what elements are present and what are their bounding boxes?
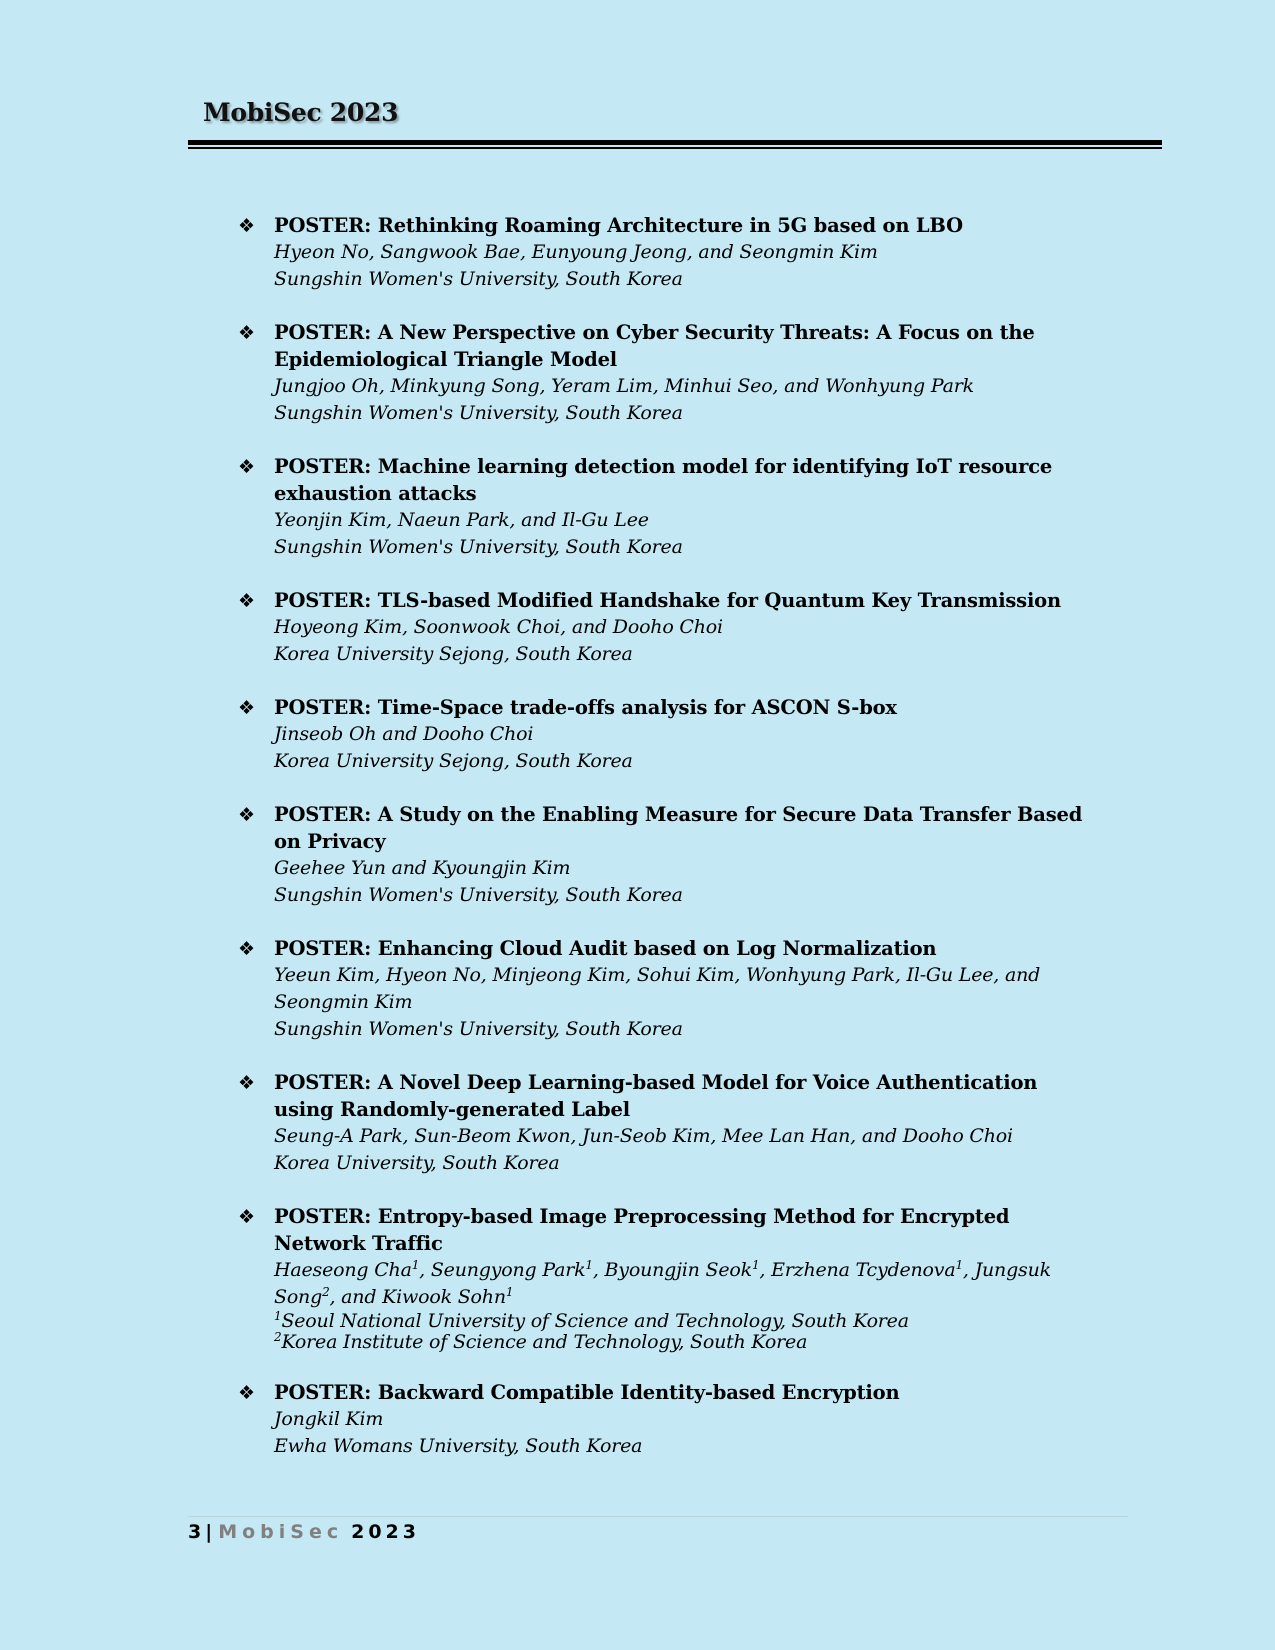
poster-authors: Jinseob Oh and Dooho Choi bbox=[274, 723, 534, 745]
poster-affiliation: Sungshin Women's University, South Korea bbox=[274, 536, 683, 558]
author-separator: , bbox=[419, 1259, 431, 1281]
poster-entry bbox=[238, 319, 1098, 427]
diamond-bullet-icon: ❖ bbox=[238, 322, 256, 344]
poster-authors: Jongkil Kim bbox=[274, 1408, 384, 1430]
author-name: Kiwook Sohn bbox=[382, 1286, 506, 1308]
author-separator: , bbox=[759, 1259, 772, 1281]
poster-affiliation: Sungshin Women's University, South Korea bbox=[274, 402, 683, 424]
footer-conference-name: MobiSec bbox=[218, 1521, 344, 1543]
poster-title: POSTER: Time-Space trade-offs analysis for ASCON S-box bbox=[274, 696, 897, 719]
page-footer bbox=[188, 1521, 420, 1543]
poster-authors: Geehee Yun and Kyoungjin Kim bbox=[274, 857, 571, 879]
poster-entry bbox=[238, 1203, 1098, 1353]
poster-entry bbox=[238, 453, 1098, 561]
author-separator: , and bbox=[329, 1286, 383, 1308]
poster-entry bbox=[238, 1069, 1098, 1177]
poster-entry bbox=[238, 1379, 1098, 1460]
poster-entry bbox=[238, 212, 1098, 293]
author-superscript: 2 bbox=[322, 1285, 330, 1299]
poster-authors: Hyeon No, Sangwook Bae, Eunyoung Jeong, and Seongmin Kim bbox=[274, 241, 878, 263]
poster-list bbox=[238, 212, 1098, 1486]
poster-title: POSTER: Enhancing Cloud Audit based on Log Normalization bbox=[274, 937, 937, 960]
poster-affiliation: Sungshin Women's University, South Korea bbox=[274, 884, 683, 906]
diamond-bullet-icon: ❖ bbox=[238, 1072, 256, 1094]
poster-affiliation bbox=[274, 1311, 1098, 1332]
poster-authors: Seung-A Park, Sun-Beom Kwon, Jun-Seob Kim, Mee Lan Han, and Dooho Choi bbox=[274, 1125, 1013, 1147]
diamond-bullet-icon: ❖ bbox=[238, 697, 256, 719]
diamond-bullet-icon: ❖ bbox=[238, 590, 256, 612]
poster-title: POSTER: TLS-based Modified Handshake for Quantum Key Transmission bbox=[274, 589, 1061, 612]
poster-title: POSTER: A New Perspective on Cyber Security Threats: A Focus on the Epidemiological Triangle Model bbox=[274, 321, 1035, 371]
poster-authors: Jungjoo Oh, Minkyung Song, Yeram Lim, Minhui Seo, and Wonhyung Park bbox=[274, 375, 974, 397]
poster-title: POSTER: A Study on the Enabling Measure for Secure Data Transfer Based on Privacy bbox=[274, 803, 1083, 853]
affiliation-superscript: 1 bbox=[274, 1309, 282, 1323]
author-name: Byoungjin Seok bbox=[604, 1259, 752, 1281]
header-rule bbox=[188, 140, 1162, 145]
poster-entry bbox=[238, 694, 1098, 775]
author-superscript: 1 bbox=[505, 1285, 514, 1299]
page-number: 3 bbox=[188, 1521, 202, 1543]
footer-year: 2023 bbox=[351, 1521, 420, 1543]
author-superscript: 1 bbox=[585, 1258, 593, 1272]
poster-title: POSTER: Machine learning detection model for identifying IoT resource exhaustion attacks bbox=[274, 455, 1053, 505]
poster-entry bbox=[238, 935, 1098, 1043]
author-superscript: 1 bbox=[955, 1258, 963, 1272]
footer-separator: | bbox=[205, 1521, 213, 1543]
footer-rule bbox=[188, 1516, 1128, 1517]
poster-affiliation bbox=[274, 1332, 1098, 1353]
diamond-bullet-icon: ❖ bbox=[238, 938, 256, 960]
author-separator: , bbox=[592, 1259, 605, 1281]
poster-title: POSTER: Backward Compatible Identity-based Encryption bbox=[274, 1381, 900, 1404]
diamond-bullet-icon: ❖ bbox=[238, 456, 256, 478]
poster-title: POSTER: Entropy-based Image Preprocessing Method for Encrypted Network Traffic bbox=[274, 1205, 1010, 1255]
affiliation-text: Korea Institute of Science and Technology, South Korea bbox=[281, 1331, 808, 1353]
poster-authors: Yeeun Kim, Hyeon No, Minjeong Kim, Sohui Kim, Wonhyung Park, Il-Gu Lee, and Seongmin Kim bbox=[274, 964, 1041, 1013]
poster-affiliation: Korea University Sejong, South Korea bbox=[274, 750, 633, 772]
affiliation-text: Seoul National University of Science and Technology, South Korea bbox=[281, 1310, 909, 1332]
author-name: Haeseong Cha bbox=[274, 1259, 412, 1281]
affiliation-superscript: 2 bbox=[274, 1330, 282, 1344]
poster-authors bbox=[274, 1257, 1098, 1311]
poster-affiliation: Korea University Sejong, South Korea bbox=[274, 643, 633, 665]
poster-authors: Hoyeong Kim, Soonwook Choi, and Dooho Choi bbox=[274, 616, 723, 638]
author-superscript: 1 bbox=[411, 1258, 420, 1272]
diamond-bullet-icon: ❖ bbox=[238, 1382, 256, 1404]
author-superscript: 1 bbox=[751, 1258, 760, 1272]
diamond-bullet-icon: ❖ bbox=[238, 804, 256, 826]
page-header-title: MobiSec 2023 bbox=[203, 98, 399, 127]
poster-affiliation: Korea University, South Korea bbox=[274, 1152, 560, 1174]
diamond-bullet-icon: ❖ bbox=[238, 215, 256, 237]
author-separator: , bbox=[962, 1259, 975, 1281]
author-name: Erzhena Tcydenova bbox=[771, 1259, 956, 1281]
poster-authors: Yeonjin Kim, Naeun Park, and Il-Gu Lee bbox=[274, 509, 649, 531]
poster-title: POSTER: Rethinking Roaming Architecture in 5G based on LBO bbox=[274, 214, 963, 237]
poster-entry bbox=[238, 587, 1098, 668]
diamond-bullet-icon: ❖ bbox=[238, 1206, 256, 1228]
author-name: Jungsuk Song bbox=[274, 1259, 1051, 1308]
poster-entry bbox=[238, 801, 1098, 909]
poster-affiliation: Sungshin Women's University, South Korea bbox=[274, 1018, 683, 1040]
header-rule-thin bbox=[188, 147, 1162, 149]
poster-affiliation: Ewha Womans University, South Korea bbox=[274, 1435, 643, 1457]
poster-title: POSTER: A Novel Deep Learning-based Model for Voice Authentication using Randomly-generated Label bbox=[274, 1071, 1038, 1121]
author-name: Seungyong Park bbox=[430, 1259, 586, 1281]
poster-affiliation: Sungshin Women's University, South Korea bbox=[274, 268, 683, 290]
